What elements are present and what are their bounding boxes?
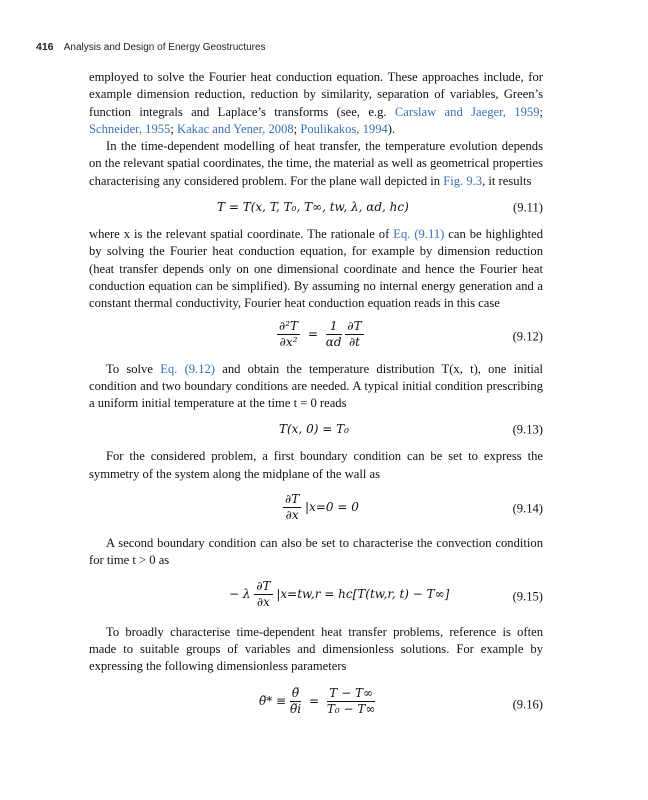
figure-ref-9-3[interactable]: Fig. 9.3 (443, 173, 483, 188)
paragraph-7: To broadly characterise time-dependent heat transfer problems, reference is often made to suitable groups of variables and dimensionless solutions. For example by expressing the following dimensionless parameters (89, 624, 543, 674)
fraction-denominator: ∂x (256, 594, 270, 609)
page-number: 416 (36, 41, 54, 53)
equation-9-15 (89, 570, 543, 624)
fraction-denominator: ∂x² (279, 334, 298, 349)
paragraph-4 (89, 361, 543, 413)
equation-9-14-rest: |x=0 = 0 (305, 500, 359, 515)
fraction-numerator: ∂T (285, 492, 300, 507)
fraction-denominator: ∂t (348, 334, 360, 349)
equals-sign: = (308, 693, 320, 708)
fraction (345, 319, 363, 350)
paragraph-2-text: In the time-dependent modelling of heat transfer, the temperature evolution depends on the relevant spatial coordinates, the time, the material as well as geometrical properties characterising any considered problem. For the plane wall depicted in (89, 139, 543, 188)
paragraph-4-text: To solve (106, 361, 161, 376)
fraction (254, 579, 272, 610)
equation-9-15-rest: |x=tw,r = hc[T(tw,r, t) − T∞] (276, 586, 450, 601)
paragraph-1-text: employed to solve the Fourier heat conduction equation. These approaches include, for example dimension reduction, reduction by similarity, separation of variables, Green’s function integrals and Laplace’s transforms (see, e.g. (89, 70, 543, 119)
equals-sign: = (307, 326, 318, 341)
paragraph-1-end: ). (387, 121, 396, 136)
citation-poulikakos[interactable]: Poulikakos, 1994 (300, 121, 388, 136)
fraction (327, 686, 376, 717)
paragraph-3-end: can be highlighted by solving the Fourier heat conduction equation, for example by dimension reduction (heat transfer depends only on one dimensional coordinate and hence the Fourier heat conduction equation can be simplified). By assuming no internal energy generation and a constant thermal conductivity, Fourier heat conduction equation reads in this case (89, 227, 543, 311)
equation-9-15-lead: − λ (229, 586, 251, 601)
equation-9-16 (89, 676, 543, 734)
separator: ; (170, 121, 177, 136)
fraction-numerator: θ̃ (291, 685, 300, 700)
equation-number-9-13: (9.13) (512, 422, 543, 437)
equation-9-11-body: T = T(x, T, T₀, T∞, tw, λ, αd, hc) (217, 200, 409, 215)
equation-9-13 (89, 412, 543, 448)
running-title: Analysis and Design of Energy Geostructures (63, 42, 266, 53)
fraction-numerator: ∂²T (279, 318, 299, 333)
citation-carslaw-jaeger[interactable]: Carslaw and Jaeger, 1959 (394, 104, 540, 119)
fraction (326, 319, 342, 350)
fraction (290, 686, 301, 717)
equation-number-9-11: (9.11) (513, 200, 543, 215)
paragraph-2 (89, 138, 543, 190)
equation-number-9-14: (9.14) (512, 501, 543, 516)
paragraph-2-end: , it results (482, 173, 532, 188)
separator: ; (539, 104, 543, 119)
fraction-denominator: αd (325, 334, 342, 349)
fraction-denominator: ∂x (285, 508, 299, 523)
fraction-numerator: T − T∞ (327, 686, 376, 702)
equation-number-9-12: (9.12) (512, 328, 543, 343)
paragraph-3 (89, 226, 543, 312)
fraction-numerator: ∂T (347, 318, 362, 333)
equation-9-14 (89, 483, 543, 535)
equation-ref-9-12[interactable]: Eq. (9.12) (160, 361, 215, 376)
main-text (89, 69, 543, 734)
paragraph-3-text: where x is the relevant spatial coordinate. The rationale of (89, 227, 394, 242)
equation-number-9-15: (9.15) (512, 588, 543, 603)
equation-9-12-body (277, 319, 364, 350)
citation-schneider[interactable]: Schneider, 1955 (89, 121, 171, 136)
equation-number-9-16: (9.16) (512, 696, 543, 711)
equation-9-13-body: T(x, 0) = T₀ (279, 422, 349, 437)
running-header (36, 41, 266, 53)
citation-kakac-yener[interactable]: Kakac and Yener, 2008 (177, 121, 294, 136)
fraction-numerator: ∂T (256, 578, 271, 593)
fraction-denominator: T₀ − T∞ (326, 701, 376, 716)
fraction (277, 319, 300, 350)
equation-9-11 (89, 190, 543, 226)
equation-ref-9-11[interactable]: Eq. (9.11) (393, 227, 445, 242)
fraction-numerator: 1 (326, 319, 342, 335)
paragraph-6: A second boundary condition can also be set to characterise the convection condition for time t > 0 as (89, 536, 543, 568)
paragraph-1 (89, 69, 543, 138)
fraction (283, 492, 301, 523)
equation-9-14-body (283, 492, 359, 523)
equation-9-16-lhs: θ̃* ≡ (259, 693, 287, 708)
paragraph-4-end: and obtain the temperature distribution T(x, t), one initial condition and two boundary conditions are needed. A typical initial condition prescribing a uniform initial temperature at the time t = 0 reads (89, 361, 543, 411)
paragraph-5: For the considered problem, a first boundary condition can be set to express the symmetry of the system along the midplane of the wall as (89, 449, 543, 481)
equation-9-15-body (229, 579, 449, 610)
separator: ; (293, 121, 301, 136)
fraction-denominator: θ̃i (290, 701, 302, 716)
equation-9-12 (89, 313, 543, 361)
equation-9-16-body (259, 686, 375, 717)
